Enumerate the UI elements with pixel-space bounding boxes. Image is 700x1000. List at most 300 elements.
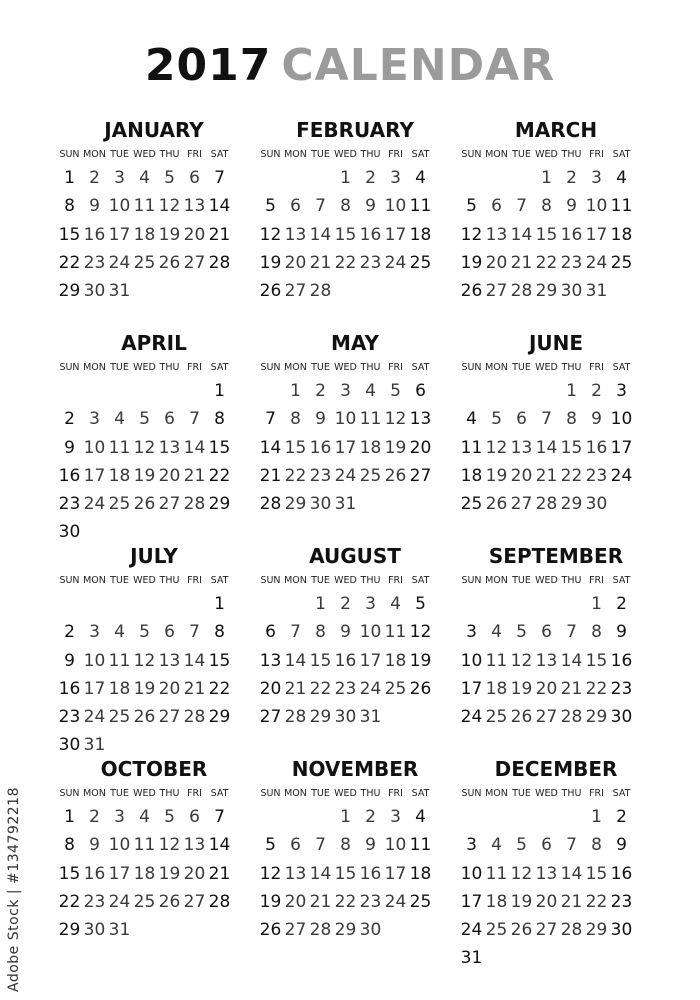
week-row bbox=[258, 405, 446, 433]
empty-day-cell bbox=[609, 944, 634, 972]
month-march bbox=[459, 116, 653, 305]
empty-day-cell bbox=[132, 590, 157, 618]
week-row bbox=[258, 590, 446, 618]
day-cell: 14 bbox=[560, 863, 583, 884]
weekday-label: SAT bbox=[210, 788, 229, 799]
weekday-label: SAT bbox=[411, 575, 430, 586]
day-cell: 11 bbox=[108, 437, 131, 458]
week-row bbox=[258, 490, 446, 518]
empty-day-cell bbox=[609, 490, 634, 518]
day-cell: 9 bbox=[365, 196, 376, 217]
empty-day-cell bbox=[509, 377, 534, 405]
month-name: DECEMBER bbox=[494, 757, 618, 781]
weekday-header bbox=[459, 785, 647, 803]
day-cell: 7 bbox=[265, 409, 276, 430]
weekday-label: SUN bbox=[260, 149, 281, 160]
day-cell: 23 bbox=[610, 891, 633, 912]
day-cell: 12 bbox=[510, 650, 533, 671]
day-cell: 16 bbox=[610, 650, 633, 671]
week-row bbox=[57, 164, 245, 192]
weekday-label: WED bbox=[334, 575, 357, 586]
day-cell: 4 bbox=[466, 409, 477, 430]
day-cell: 8 bbox=[340, 196, 351, 217]
day-cell: 19 bbox=[409, 650, 432, 671]
month-name: MARCH bbox=[514, 118, 598, 142]
day-cell: 4 bbox=[491, 835, 502, 856]
day-cell: 21 bbox=[535, 465, 558, 486]
weekday-label: SUN bbox=[461, 575, 482, 586]
day-cell: 3 bbox=[114, 807, 125, 827]
day-cell: 7 bbox=[315, 835, 326, 856]
calendar-title bbox=[0, 36, 700, 96]
month-october bbox=[57, 755, 251, 944]
day-cell: 30 bbox=[560, 281, 583, 302]
empty-day-cell bbox=[182, 916, 207, 944]
day-cell: 24 bbox=[460, 707, 483, 728]
day-cell: 29 bbox=[585, 920, 608, 941]
weekday-label: WED bbox=[133, 575, 156, 586]
day-cell: 31 bbox=[460, 948, 483, 969]
day-cell: 29 bbox=[284, 494, 307, 515]
day-cell: 29 bbox=[208, 707, 231, 728]
weekday-label: FRI bbox=[187, 575, 202, 586]
empty-day-cell bbox=[459, 590, 484, 618]
week-row bbox=[57, 405, 245, 433]
day-cell: 6 bbox=[541, 622, 552, 643]
day-cell: 26 bbox=[384, 465, 407, 486]
day-cell: 11 bbox=[610, 196, 633, 217]
day-cell: 19 bbox=[133, 465, 156, 486]
day-cell: 11 bbox=[133, 196, 156, 217]
day-cell: 18 bbox=[485, 891, 508, 912]
day-cell: 15 bbox=[284, 437, 307, 458]
weekday-label: TUE bbox=[110, 362, 129, 373]
day-cell: 29 bbox=[58, 281, 81, 302]
day-cell: 1 bbox=[591, 807, 602, 827]
weekday-label: MON bbox=[83, 362, 106, 373]
week-row bbox=[459, 192, 647, 220]
day-cell: 2 bbox=[315, 381, 326, 401]
weekday-label: TUE bbox=[512, 149, 531, 160]
day-cell: 25 bbox=[409, 891, 432, 912]
empty-day-cell bbox=[509, 590, 534, 618]
day-cell: 8 bbox=[315, 622, 326, 643]
weekday-header bbox=[258, 146, 446, 164]
empty-day-cell bbox=[534, 377, 559, 405]
day-cell: 7 bbox=[516, 196, 527, 217]
day-cell: 4 bbox=[415, 168, 426, 188]
week-row bbox=[459, 462, 647, 490]
day-cell: 21 bbox=[309, 252, 332, 273]
day-cell: 7 bbox=[189, 409, 200, 430]
day-cell: 28 bbox=[560, 920, 583, 941]
day-cell: 17 bbox=[610, 437, 633, 458]
day-cell: 8 bbox=[591, 622, 602, 643]
day-cell: 30 bbox=[610, 707, 633, 728]
empty-day-cell bbox=[459, 377, 484, 405]
day-cell: 10 bbox=[384, 835, 407, 856]
weekday-label: SAT bbox=[612, 575, 631, 586]
day-cell: 26 bbox=[510, 707, 533, 728]
day-cell: 17 bbox=[384, 224, 407, 245]
day-cell: 3 bbox=[616, 381, 627, 401]
empty-day-cell bbox=[408, 277, 433, 305]
day-cell: 8 bbox=[541, 196, 552, 217]
week-row bbox=[459, 944, 647, 972]
day-cell: 23 bbox=[610, 678, 633, 699]
day-cell: 16 bbox=[359, 224, 382, 245]
day-cell: 21 bbox=[183, 465, 206, 486]
day-cell: 24 bbox=[359, 678, 382, 699]
day-cell: 8 bbox=[591, 835, 602, 856]
week-row bbox=[258, 164, 446, 192]
empty-day-cell bbox=[107, 377, 132, 405]
day-cell: 17 bbox=[359, 650, 382, 671]
day-cell: 23 bbox=[83, 252, 106, 273]
weekday-label: WED bbox=[133, 149, 156, 160]
day-cell: 13 bbox=[485, 224, 508, 245]
weekday-label: THU bbox=[159, 362, 180, 373]
empty-day-cell bbox=[157, 916, 182, 944]
empty-day-cell bbox=[207, 916, 232, 944]
day-cell: 25 bbox=[610, 252, 633, 273]
weekday-label: TUE bbox=[110, 149, 129, 160]
month-july bbox=[57, 542, 251, 760]
week-row bbox=[258, 434, 446, 462]
weekday-label: SAT bbox=[612, 362, 631, 373]
day-cell: 24 bbox=[384, 252, 407, 273]
day-cell: 7 bbox=[214, 168, 225, 188]
week-row bbox=[459, 164, 647, 192]
day-cell: 14 bbox=[183, 437, 206, 458]
empty-day-cell bbox=[534, 944, 559, 972]
day-cell: 28 bbox=[208, 891, 231, 912]
day-cell: 30 bbox=[610, 920, 633, 941]
weekday-label: TUE bbox=[512, 575, 531, 586]
day-cell: 15 bbox=[334, 863, 357, 884]
day-cell: 28 bbox=[183, 494, 206, 515]
day-cell: 17 bbox=[108, 863, 131, 884]
week-row bbox=[57, 703, 245, 731]
week-row bbox=[258, 888, 446, 916]
day-cell: 20 bbox=[183, 224, 206, 245]
week-row bbox=[57, 249, 245, 277]
day-cell: 16 bbox=[334, 650, 357, 671]
day-cell: 27 bbox=[183, 891, 206, 912]
day-cell: 16 bbox=[560, 224, 583, 245]
weekday-label: WED bbox=[334, 362, 357, 373]
day-cell: 14 bbox=[208, 196, 231, 217]
day-cell: 27 bbox=[535, 920, 558, 941]
weekday-header bbox=[258, 785, 446, 803]
weekday-label: WED bbox=[133, 788, 156, 799]
day-cell: 20 bbox=[485, 252, 508, 273]
empty-day-cell bbox=[534, 803, 559, 831]
empty-day-cell bbox=[559, 803, 584, 831]
day-cell: 5 bbox=[139, 409, 150, 430]
month-december bbox=[459, 755, 653, 973]
day-cell: 28 bbox=[309, 281, 332, 302]
day-cell: 3 bbox=[466, 835, 477, 856]
weekday-label: SAT bbox=[411, 149, 430, 160]
stock-credit: Adobe Stock | #134792218 bbox=[6, 787, 22, 992]
day-cell: 6 bbox=[516, 409, 527, 430]
day-cell: 14 bbox=[309, 863, 332, 884]
day-cell: 13 bbox=[510, 437, 533, 458]
day-cell: 19 bbox=[510, 891, 533, 912]
weekday-label: SUN bbox=[59, 788, 80, 799]
day-cell: 28 bbox=[183, 707, 206, 728]
empty-day-cell bbox=[82, 377, 107, 405]
day-cell: 9 bbox=[340, 622, 351, 643]
day-cell: 14 bbox=[510, 224, 533, 245]
day-cell: 2 bbox=[340, 594, 351, 614]
empty-day-cell bbox=[408, 703, 433, 731]
day-cell: 10 bbox=[334, 409, 357, 430]
day-cell: 1 bbox=[290, 381, 301, 401]
day-cell: 23 bbox=[359, 252, 382, 273]
day-cell: 25 bbox=[133, 891, 156, 912]
weekday-label: MON bbox=[83, 788, 106, 799]
weekday-label: MON bbox=[485, 788, 508, 799]
day-cell: 15 bbox=[535, 224, 558, 245]
month-name: JULY bbox=[130, 544, 178, 568]
week-row bbox=[57, 803, 245, 831]
weekday-label: FRI bbox=[187, 788, 202, 799]
day-cell: 23 bbox=[58, 707, 81, 728]
day-cell: 6 bbox=[189, 807, 200, 827]
day-cell: 21 bbox=[560, 678, 583, 699]
weekday-label: SAT bbox=[411, 788, 430, 799]
day-cell: 15 bbox=[560, 437, 583, 458]
day-cell: 27 bbox=[535, 707, 558, 728]
empty-day-cell bbox=[57, 377, 82, 405]
week-row bbox=[57, 434, 245, 462]
day-cell: 12 bbox=[133, 437, 156, 458]
month-name: APRIL bbox=[121, 331, 187, 355]
week-row bbox=[459, 860, 647, 888]
day-cell: 2 bbox=[365, 807, 376, 827]
day-cell: 15 bbox=[585, 863, 608, 884]
day-cell: 10 bbox=[585, 196, 608, 217]
day-cell: 9 bbox=[89, 196, 100, 217]
day-cell: 4 bbox=[415, 807, 426, 827]
weekday-label: FRI bbox=[187, 362, 202, 373]
week-row bbox=[459, 703, 647, 731]
day-cell: 12 bbox=[384, 409, 407, 430]
month-june bbox=[459, 329, 653, 518]
empty-day-cell bbox=[132, 377, 157, 405]
day-cell: 27 bbox=[409, 465, 432, 486]
day-cell: 21 bbox=[183, 678, 206, 699]
month-name: OCTOBER bbox=[100, 757, 208, 781]
day-cell: 19 bbox=[259, 891, 282, 912]
empty-day-cell bbox=[57, 590, 82, 618]
weekday-label: FRI bbox=[388, 575, 403, 586]
month-april bbox=[57, 329, 251, 547]
day-cell: 19 bbox=[460, 252, 483, 273]
day-cell: 9 bbox=[616, 622, 627, 643]
day-cell: 24 bbox=[108, 252, 131, 273]
day-cell: 16 bbox=[58, 678, 81, 699]
day-cell: 19 bbox=[259, 252, 282, 273]
day-cell: 18 bbox=[409, 224, 432, 245]
empty-day-cell bbox=[484, 944, 509, 972]
day-cell: 16 bbox=[309, 437, 332, 458]
day-cell: 30 bbox=[83, 281, 106, 302]
day-cell: 3 bbox=[390, 168, 401, 188]
day-cell: 4 bbox=[616, 168, 627, 188]
week-row bbox=[258, 377, 446, 405]
week-row bbox=[258, 647, 446, 675]
day-cell: 5 bbox=[415, 594, 426, 614]
weekday-label: TUE bbox=[110, 788, 129, 799]
empty-day-cell bbox=[509, 164, 534, 192]
day-cell: 2 bbox=[616, 807, 627, 827]
day-cell: 15 bbox=[334, 224, 357, 245]
weekday-label: SAT bbox=[210, 149, 229, 160]
day-cell: 29 bbox=[535, 281, 558, 302]
week-row bbox=[459, 675, 647, 703]
day-cell: 7 bbox=[214, 807, 225, 827]
day-cell: 29 bbox=[58, 920, 81, 941]
empty-day-cell bbox=[358, 277, 383, 305]
day-cell: 9 bbox=[591, 409, 602, 430]
day-cell: 10 bbox=[108, 196, 131, 217]
day-cell: 26 bbox=[409, 678, 432, 699]
weekday-label: SAT bbox=[612, 149, 631, 160]
day-cell: 15 bbox=[58, 863, 81, 884]
day-cell: 27 bbox=[284, 281, 307, 302]
month-name: MAY bbox=[331, 331, 379, 355]
day-cell: 2 bbox=[566, 168, 577, 188]
day-cell: 7 bbox=[566, 835, 577, 856]
day-cell: 12 bbox=[510, 863, 533, 884]
day-cell: 10 bbox=[108, 835, 131, 856]
day-cell: 29 bbox=[334, 920, 357, 941]
empty-day-cell bbox=[484, 377, 509, 405]
day-cell: 31 bbox=[108, 920, 131, 941]
day-cell: 1 bbox=[64, 168, 75, 188]
weekday-label: MON bbox=[485, 575, 508, 586]
weekday-label: THU bbox=[159, 788, 180, 799]
weekday-label: WED bbox=[334, 788, 357, 799]
day-cell: 25 bbox=[384, 678, 407, 699]
weekday-label: MON bbox=[485, 149, 508, 160]
day-cell: 2 bbox=[64, 622, 75, 643]
week-row bbox=[57, 377, 245, 405]
day-cell: 20 bbox=[284, 252, 307, 273]
weekday-label: WED bbox=[535, 575, 558, 586]
day-cell: 13 bbox=[535, 863, 558, 884]
day-cell: 28 bbox=[535, 494, 558, 515]
day-cell: 6 bbox=[541, 835, 552, 856]
week-row bbox=[57, 462, 245, 490]
empty-day-cell bbox=[509, 944, 534, 972]
day-cell: 6 bbox=[265, 622, 276, 643]
day-cell: 2 bbox=[89, 807, 100, 827]
empty-day-cell bbox=[157, 277, 182, 305]
day-cell: 24 bbox=[460, 920, 483, 941]
weekday-header bbox=[459, 572, 647, 590]
day-cell: 2 bbox=[365, 168, 376, 188]
week-row bbox=[258, 916, 446, 944]
day-cell: 25 bbox=[108, 494, 131, 515]
day-cell: 18 bbox=[610, 224, 633, 245]
day-cell: 22 bbox=[334, 891, 357, 912]
day-cell: 23 bbox=[58, 494, 81, 515]
week-row bbox=[57, 490, 245, 518]
weekday-label: FRI bbox=[187, 149, 202, 160]
day-cell: 22 bbox=[309, 678, 332, 699]
day-cell: 4 bbox=[139, 168, 150, 188]
day-cell: 24 bbox=[585, 252, 608, 273]
day-cell: 23 bbox=[585, 465, 608, 486]
day-cell: 12 bbox=[133, 650, 156, 671]
empty-day-cell bbox=[132, 916, 157, 944]
day-cell: 1 bbox=[315, 594, 326, 614]
day-cell: 10 bbox=[460, 650, 483, 671]
day-cell: 20 bbox=[158, 678, 181, 699]
day-cell: 1 bbox=[541, 168, 552, 188]
weekday-label: WED bbox=[334, 149, 357, 160]
day-cell: 26 bbox=[133, 494, 156, 515]
day-cell: 28 bbox=[309, 920, 332, 941]
week-row bbox=[459, 618, 647, 646]
day-cell: 24 bbox=[83, 494, 106, 515]
weekday-label: THU bbox=[561, 149, 582, 160]
month-august bbox=[258, 542, 452, 731]
weekday-label: SUN bbox=[461, 149, 482, 160]
day-cell: 7 bbox=[315, 196, 326, 217]
day-cell: 2 bbox=[89, 168, 100, 188]
weekday-label: FRI bbox=[589, 788, 604, 799]
day-cell: 17 bbox=[334, 437, 357, 458]
day-cell: 13 bbox=[183, 835, 206, 856]
day-cell: 26 bbox=[158, 891, 181, 912]
day-cell: 13 bbox=[158, 437, 181, 458]
weekday-label: FRI bbox=[589, 149, 604, 160]
day-cell: 20 bbox=[259, 678, 282, 699]
month-january bbox=[57, 116, 251, 305]
day-cell: 15 bbox=[309, 650, 332, 671]
day-cell: 27 bbox=[284, 920, 307, 941]
day-cell: 1 bbox=[340, 168, 351, 188]
day-cell: 15 bbox=[585, 650, 608, 671]
day-cell: 18 bbox=[133, 224, 156, 245]
empty-day-cell bbox=[484, 590, 509, 618]
day-cell: 10 bbox=[83, 437, 106, 458]
empty-day-cell bbox=[509, 803, 534, 831]
day-cell: 7 bbox=[541, 409, 552, 430]
day-cell: 1 bbox=[591, 594, 602, 614]
day-cell: 21 bbox=[259, 465, 282, 486]
week-row bbox=[258, 221, 446, 249]
day-cell: 4 bbox=[114, 409, 125, 430]
weekday-label: SAT bbox=[411, 362, 430, 373]
week-row bbox=[258, 192, 446, 220]
weekday-header bbox=[57, 572, 245, 590]
weekday-label: MON bbox=[284, 788, 307, 799]
day-cell: 6 bbox=[491, 196, 502, 217]
empty-day-cell bbox=[258, 164, 283, 192]
month-name: SEPTEMBER bbox=[488, 544, 624, 568]
day-cell: 13 bbox=[284, 863, 307, 884]
empty-day-cell bbox=[283, 803, 308, 831]
empty-day-cell bbox=[584, 944, 609, 972]
day-cell: 6 bbox=[189, 168, 200, 188]
day-cell: 21 bbox=[309, 891, 332, 912]
